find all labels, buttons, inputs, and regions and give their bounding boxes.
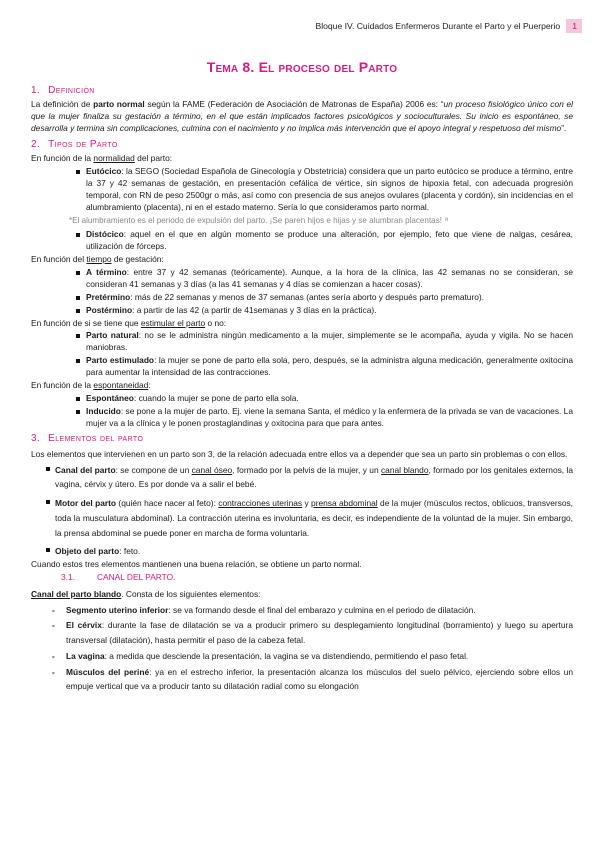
list-item-motor-del-parto: Motor del parto (quién hace nacer al feto): contracciones uterinas y prensa abdominal de la mujer (músculos rectos, oblicuos, transversos, toda la musculatura abdominal). La contracción uterina es involuntaria, es decir, es independiente de la voluntad de la mujer. Sin embargo, la prensa abdominal se puede poner en marcha de forma voluntaria. (31, 496, 573, 540)
canal-blando-intro: Canal del parto blando. Consta de los siguientes elementos: (31, 588, 261, 599)
list-item-musculos-perine: - Músculos del periné: ya en el estrecho inferior, la presentación alcanza los músculos del suelo pélvico, ejerciendo sobre ellos un empuje vertical que va a producir tanto su dilatación radial como su elongación (31, 665, 573, 694)
list-item-postermino: Postérmino: a partir de las 42 (a partir de 41semanas y 3 días en la práctica). (31, 305, 573, 317)
list-normalidad-2 (31, 229, 573, 253)
criteria-tiempo: En función del tiempo de gestación: (31, 253, 164, 264)
list-item-parto-estimulado: Parto estimulado: la mujer se pone de parto ella sola, pero, después, se la administra alguna medicación, generalmente oxitocina para aumentar la intensidad de las contracciones. (31, 355, 573, 379)
subsection-number: 3.1. (61, 571, 75, 582)
subsection-title: CANAL DEL PARTO. (96, 571, 176, 582)
list-normalidad (31, 166, 573, 214)
list-item-eutocico: Eutócico: la SEGO (Sociedad Española de Ginecología y Obstetricia) considera que un parto eutócico se produce a término, entre la 37 y 42 semanas de gestación, en presentación cefálica de vértice, sin signos de hipoxia fetal, con adecuada progresión temporal, con RN de peso 2500gr o más, así como con presencia de sus anejos ovulares (placenta y cordón), sin incidencias en el alumbramiento (placenta), ni en el estado materno. Sería lo que consideramos parto normal. (31, 166, 573, 214)
criteria-estimular: En función de si se tiene que estimular el parto o no: (31, 317, 227, 328)
list-item-vagina: - La vagina: a medida que desciende la presentación, la vagina se va distendiendo, permitiendo el paso fetal. (31, 649, 573, 664)
term-parto-normal: parto normal (93, 99, 145, 110)
definition-paragraph: La definición de parto normal según la FAME (Federación de Asociación de Matronas de España) 2006 es: “un proceso fisiológico único con el que la mujer finaliza su gestación a término, en el que están implicados factores psicológicos y socioculturales. Su inicio es espontáneo, se desarrolla y termina sin complicaciones, culmina con el nacimiento y no implica más intervención que el apoyo integral y respetuoso del mismo”. (31, 99, 573, 133)
header-title: Bloque IV. Cuidados Enfermeros Durante el Parto y el Puerperio (315, 21, 561, 31)
page-header (315, 19, 582, 33)
list-canal-blando (31, 603, 573, 694)
section-number: 1. (31, 84, 41, 96)
criteria-normalidad: En función de la normalidad del parto: (31, 153, 173, 164)
list-tiempo (31, 267, 573, 317)
elements-summary: Cuando estos tres elementos mantienen una buena relación, se obtiene un parto normal. (31, 558, 362, 569)
list-item-inducido: Inducido: se pone a la mujer de parto. Ej. viene la semana Santa, el médico y la enfermera de la privada se van de vacaciones. La mujer va a la clínica y le ponen prostaglandinas y oxitocina para que para antes. (31, 406, 573, 430)
alumbramiento-note: *El alumbramiento es el periodo de expulsión del parto. ¡Se paren hijos e hijas y se alumbran placentas! ª (69, 215, 448, 225)
list-item-distocico: Distócico: aquel en el que en algún momento se produce una alteración, por ejemplo, feto que viene de nalgas, cesárea, utilización de fórceps. (31, 229, 573, 253)
criteria-espontaneidad: En función de la espontaneidad: (31, 380, 151, 391)
list-elementos (31, 463, 573, 559)
list-espontaneidad (31, 393, 573, 430)
elements-intro: Los elementos que intervienen en un parto son 3, de la relación adecuada entre ellos va a depender que sea un parto sin problemas o con ellos. (31, 449, 568, 460)
list-item-a-termino: A término: entre 37 y 42 semanas (teóricamente). Aunque, a la hora de la clínica, las 42 semanas no se consideran, se consideran 41 semanas y 3 días (a las 41 semanas y 4 días se comienzan a hacer cosas). (31, 267, 573, 291)
section-number: 3. (31, 432, 41, 444)
list-item-espontaneo: Espontáneo: cuando la mujer se pone de parto ella sola. (31, 393, 573, 405)
list-item-cervix: - El cérvix: durante la fase de dilatación se va a producir primero su desplegamiento longitudinal (borramiento) y luego su apertura transversal (dilatación), hasta permitir el paso de la cabeza fetal. (31, 618, 573, 647)
section-title: Tipos de Parto (48, 138, 118, 150)
list-item-pretermino: Pretérmino: más de 22 semanas y menos de 37 semanas (antes sería aborto y después parto prematuro). (31, 292, 573, 304)
document-title: Tema 8. El proceso del Parto (206, 59, 398, 75)
list-item-parto-natural: Parto natural: no se le administra ningún medicamento a la mujer, simplemente se le acompaña, ayuda y vigila. No se hacen maniobras. (31, 330, 573, 354)
document-body (31, 58, 573, 695)
subsection-heading-canal (31, 572, 573, 584)
section-heading-elementos (31, 432, 573, 446)
page-number-badge: 1 (566, 19, 582, 33)
list-item-canal-del-parto: Canal del parto: se compone de un canal óseo, formado por la pelvis de la mujer, y un canal blando, formado por los genitales externos, la vagina, cérvix y útero. Es por donde va a salir el bebé. (31, 463, 573, 492)
list-item-objeto-del-parto: Objeto del parto: feto. (31, 544, 573, 559)
section-heading-tipos (31, 138, 573, 152)
section-number: 2. (31, 138, 41, 150)
list-estimular (31, 330, 573, 379)
definition-quote: un proceso fisiológico único con el que la mujer finaliza su gestación a término, en el que están implicados factores psicológicos y socioculturales. Su inicio es espontáneo, se desarrolla y termina sin complicaciones, culmina con el nacimiento y no implica más intervención que el apoyo integral y respetuoso del mismo (31, 99, 573, 133)
list-item-segmento-uterino: - Segmento uterino inferior: se va formando desde el final del embarazo y culmina en el periodo de dilatación. (31, 603, 573, 618)
section-title: Elementos del parto (48, 432, 144, 444)
section-title: Definición (48, 84, 95, 96)
section-heading-definicion (31, 84, 573, 98)
